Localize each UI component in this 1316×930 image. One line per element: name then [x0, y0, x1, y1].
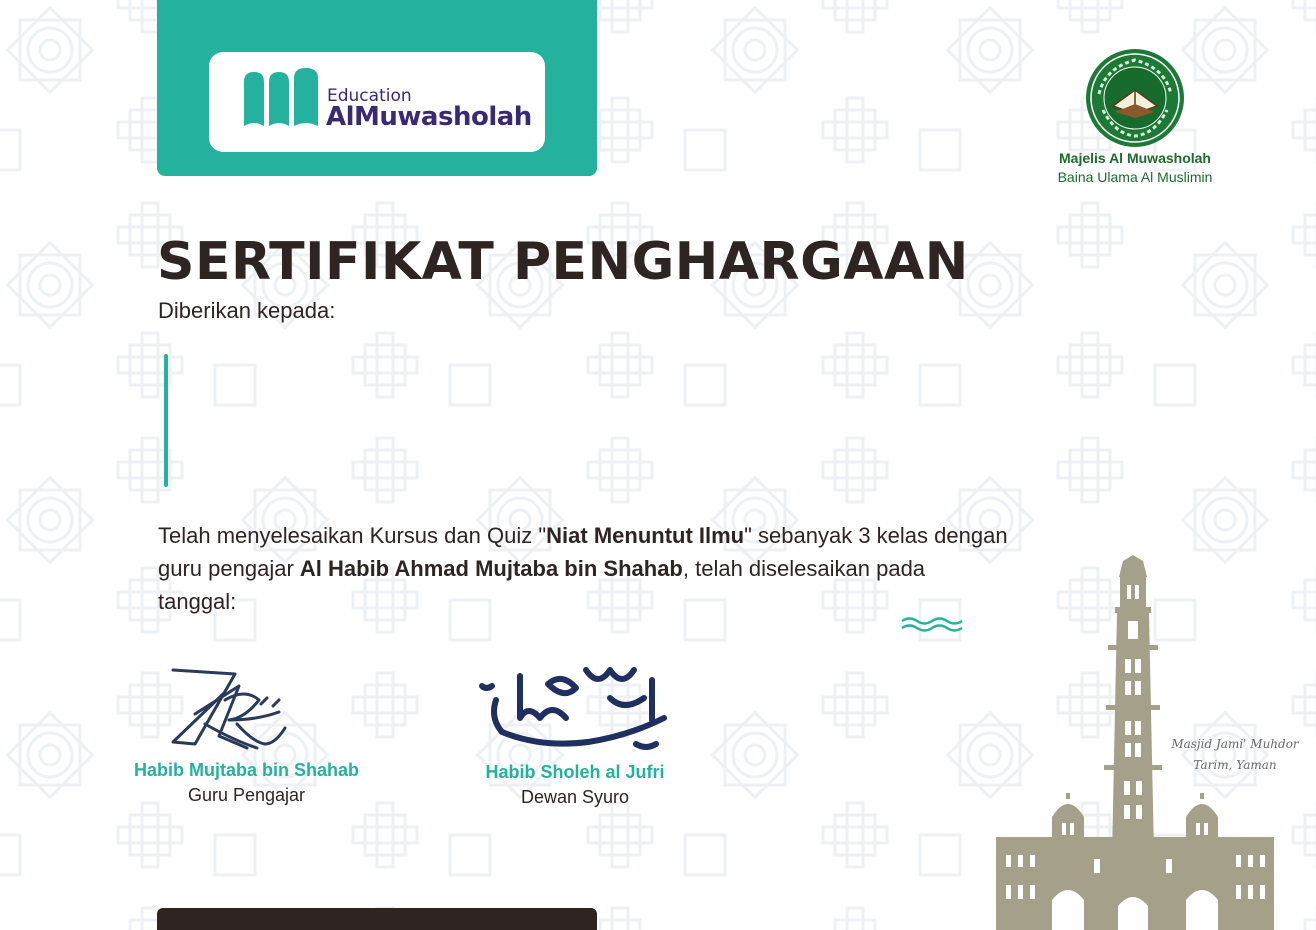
signatory-name-1: Habib Mujtaba bin Shahab	[133, 760, 359, 780]
given-to-label: Diberikan kepada:	[158, 298, 336, 323]
brand-books-icon	[242, 68, 320, 130]
wave-decoration-icon	[900, 616, 964, 632]
mosque-caption	[1160, 734, 1310, 776]
brand-logo-card	[209, 52, 545, 152]
teacher-name: Al Habib Ahmad Mujtaba bin Shahab	[299, 556, 683, 581]
body-text-part1: Telah menyelesaikan Kursus dan Quiz "	[158, 523, 547, 548]
signature-mujtaba-icon	[165, 664, 291, 759]
certificate-title: SERTIFIKAT PENGHARGAAN	[157, 232, 969, 292]
quran-seal-icon	[1085, 48, 1185, 148]
caption-line-2: Tarim, Yaman	[1193, 758, 1277, 772]
recipient-name-marker	[164, 354, 168, 487]
body-text-part2: " sebanyak 3 kelas dengan guru pengajar	[158, 523, 1008, 581]
brand-line-education: Education	[327, 86, 412, 106]
signatory-role-1: Guru Pengajar	[187, 785, 306, 805]
body-text-part3: , telah diselesaikan pada tanggal:	[158, 556, 926, 614]
organization-subtitle: Baina Ulama Al Muslimin	[1057, 169, 1213, 185]
caption-line-1: Masjid Jami' Muhdor	[1171, 737, 1299, 751]
organization-name: Majelis Al Muwasholah	[1059, 150, 1211, 166]
course-name: Niat Menuntut Ilmu	[546, 523, 745, 548]
brand-header	[157, 0, 597, 176]
certificate-body	[158, 519, 1008, 618]
signatory-role-2: Dewan Syuro	[520, 787, 630, 807]
footer-bar	[157, 908, 597, 930]
signatory-name-2: Habib Sholeh al Jufri	[485, 762, 665, 782]
brand-line-name: AlMuwasholah	[326, 102, 532, 132]
signature-sholeh-icon	[476, 660, 676, 755]
